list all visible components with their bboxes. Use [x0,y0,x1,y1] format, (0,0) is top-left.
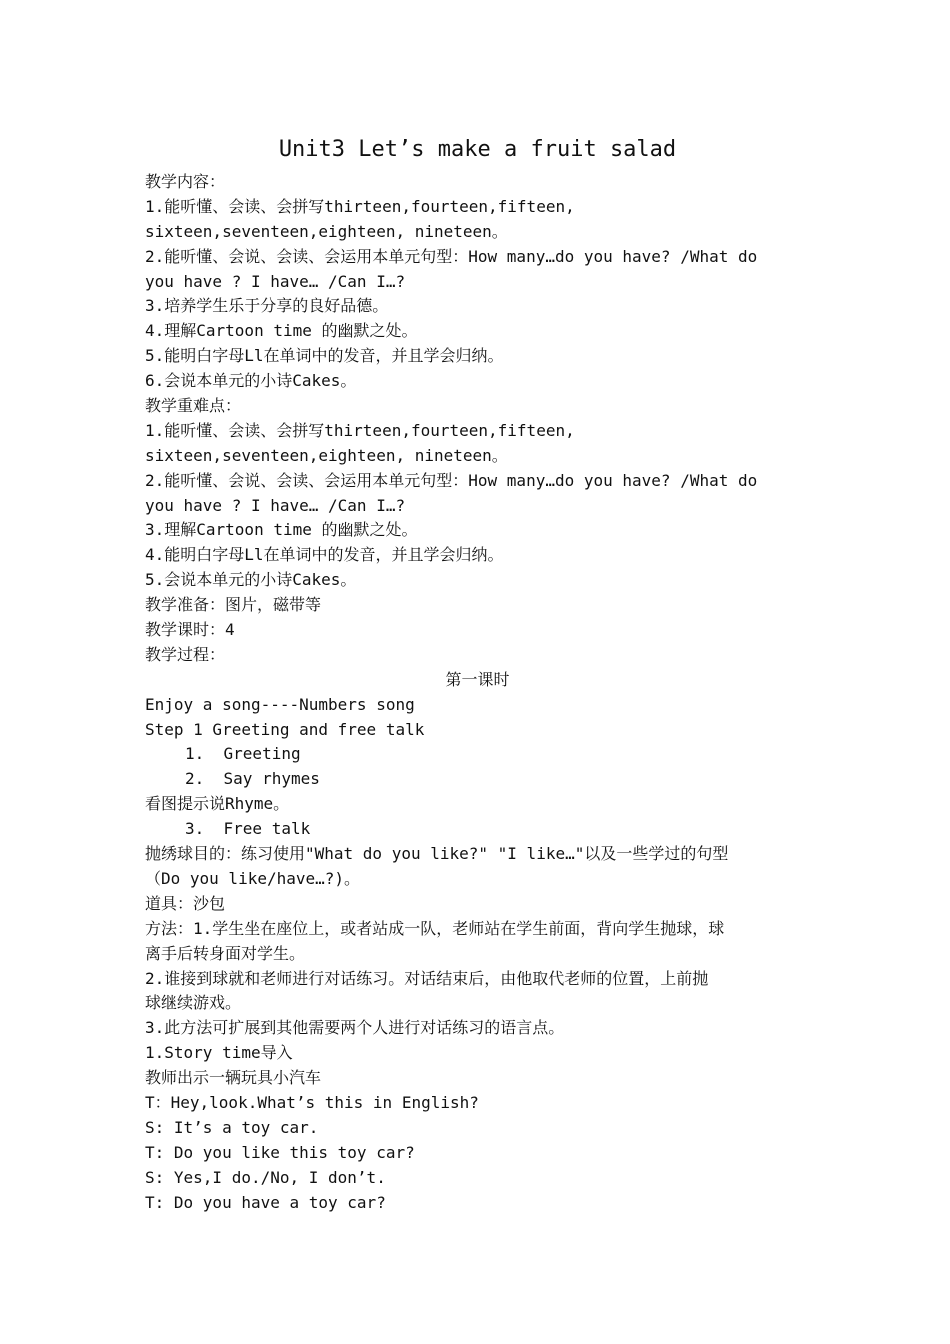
section-heading-key-points: 教学重难点： [145,396,242,416]
text-line: 5.会说本单元的小诗Cakes。 [145,570,357,590]
text-line: sixteen,seventeen,eighteen, nineteen。 [145,221,508,241]
list-item: 1. Greeting [185,744,301,764]
process-heading: 教学过程： [145,644,226,664]
text-line: 方法：1.学生坐在座位上，或者站成一队，老师站在学生前面，背向学生抛球，球 [145,918,725,938]
content-section [145,170,810,394]
text-line: 3.此方法可扩展到其他需要两个人进行对话练习的语言点。 [145,1018,565,1038]
game-section [145,842,810,1215]
text-line: you have ? I have… /Can I…? [145,271,406,291]
dialogue-line: T: Do you like this toy car? [145,1142,415,1162]
text-line: Enjoy a song----Numbers song [145,694,415,714]
text-line: 3.理解Cartoon time 的幽默之处。 [145,520,418,540]
text-line: 1.能听懂、会读、会拼写thirteen,fourteen,fifteen, [145,420,575,440]
periods-line: 教学课时：4 [145,620,235,640]
text-line: 道具：沙包 [145,893,226,913]
dialogue-line: S: Yes,I do./No, I don’t. [145,1167,386,1187]
preparation-line: 教学准备：图片，磁带等 [145,595,322,615]
text-line: （Do you like/have…?)。 [145,868,361,888]
text-line: 5.能明白字母Ll在单词中的发音，并且学会归纳。 [145,346,504,366]
text-line: 2.能听懂、会说、会读、会运用本单元句型：How many…do you have? /What do [145,470,758,490]
text-line: 3.培养学生乐于分享的良好品德。 [145,296,389,316]
key-points-section [145,394,810,593]
text-line: sixteen,seventeen,eighteen, nineteen。 [145,445,508,465]
text-line: 抛绣球目的：练习使用"What do you like?" "I like…"以及一些学过的句型 [145,844,729,864]
text-line: you have ? I have… /Can I…? [145,495,406,515]
document-title: Unit3 Let’s make a fruit salad [278,137,677,162]
document-page [145,130,810,1215]
lesson-heading: 第一课时 [445,669,510,689]
text-line: 6.会说本单元的小诗Cakes。 [145,371,357,391]
text-line: 2.能听懂、会说、会读、会运用本单元句型：How many…do you have? /What do [145,246,758,266]
list-item: 3. Free talk [185,819,311,839]
text-line: 离手后转身面对学生。 [145,943,306,963]
text-line: 4.能明白字母Ll在单词中的发音，并且学会归纳。 [145,545,504,565]
text-line: 1.Story time导入 [145,1043,293,1063]
list-item: 2. Say rhymes [185,769,320,789]
text-line: 2.谁接到球就和老师进行对话练习。对话结束后，由他取代老师的位置，上前抛 [145,968,709,988]
text-line: 教师出示一辆玩具小汽车 [145,1068,322,1088]
step-heading: Step 1 Greeting and free talk [145,719,425,739]
section-heading-content: 教学内容： [145,172,226,191]
dialogue-line: T: Do you have a toy car? [145,1192,386,1212]
text-line: 球继续游戏。 [145,993,242,1013]
text-line: 1.能听懂、会读、会拼写thirteen,fourteen,fifteen, [145,196,575,216]
dialogue-line: S: It’s a toy car. [145,1117,319,1137]
dialogue-line: T：Hey,look.What’s this in English? [145,1092,479,1112]
text-line: 看图提示说Rhyme。 [145,794,290,814]
text-line: 4.理解Cartoon time 的幽默之处。 [145,321,418,341]
